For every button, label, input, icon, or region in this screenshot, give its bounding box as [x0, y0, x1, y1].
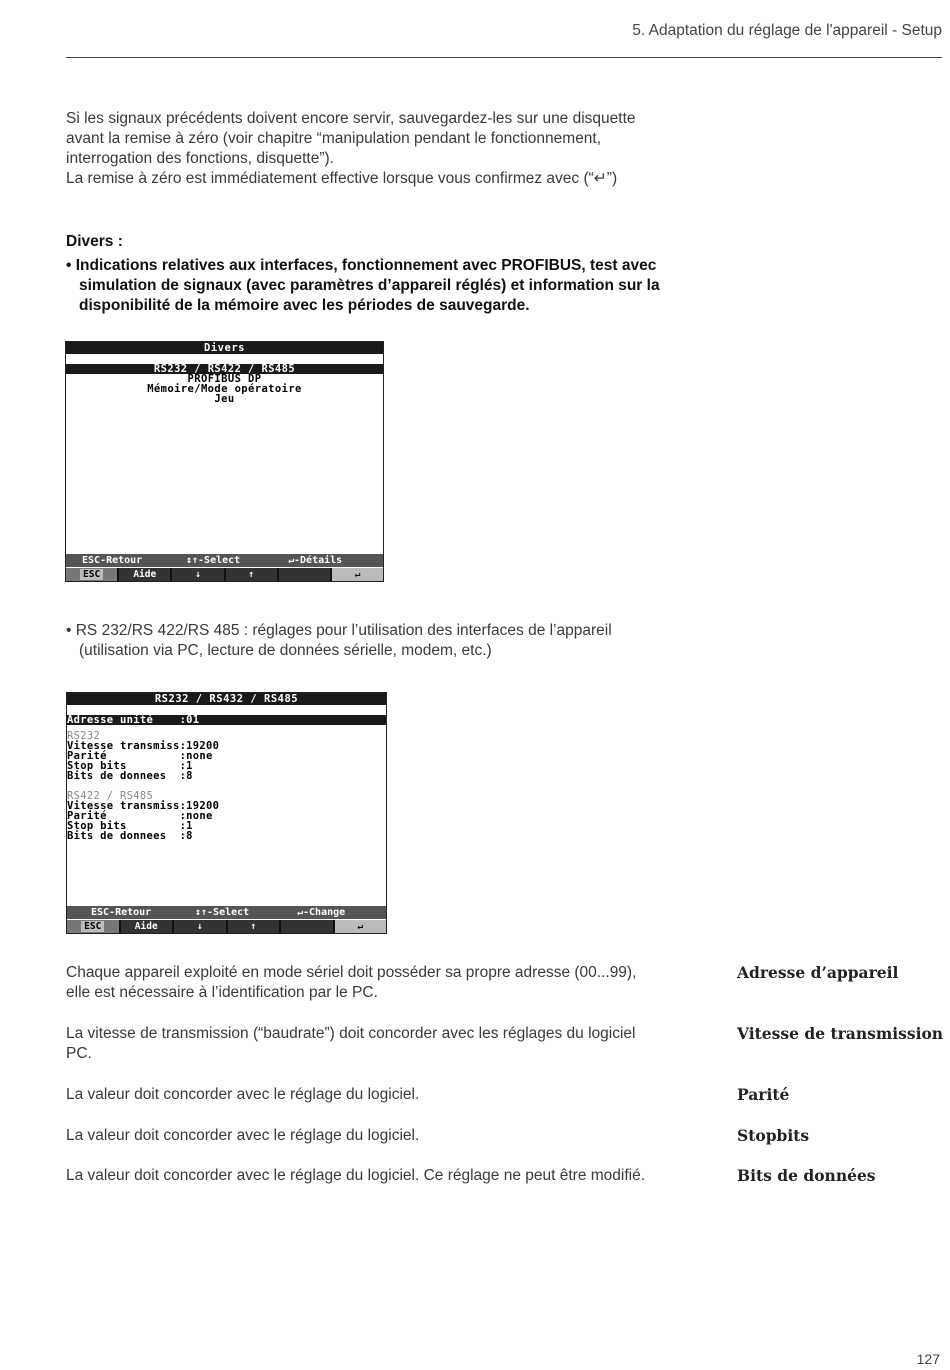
divers-bullet — [66, 256, 660, 316]
desc-line: PC. — [66, 1045, 92, 1062]
change-hint: ↵-Change — [297, 907, 346, 918]
down-arrow-icon[interactable]: ↓ — [172, 568, 225, 581]
desc-databits — [66, 1166, 645, 1186]
intro-line: La remise à zéro est immédiatement effective lorsque vous confirmez avec (“↵”) — [66, 170, 618, 187]
up-arrow-icon[interactable]: ↑ — [226, 568, 279, 581]
baud-row[interactable]: Vitesse transmiss:19200 — [67, 740, 220, 752]
screen-title: Divers — [66, 342, 383, 354]
select-hint: ↕↑-Select — [195, 907, 250, 918]
esc-key[interactable]: ESC — [66, 568, 119, 581]
menu-item-profibus[interactable]: PROFIBUS DP — [187, 373, 262, 385]
page-number: 127 — [916, 1351, 940, 1367]
intro-line: Si les signaux précédents doivent encore servir, sauvegardez-les sur une disquette — [66, 110, 636, 127]
up-arrow-icon[interactable]: ↑ — [228, 920, 282, 933]
parity-row[interactable]: Parité :none — [67, 810, 213, 822]
menu-item-jeu[interactable]: Jeu — [214, 393, 235, 405]
address-row[interactable]: Adresse unité :01 — [67, 715, 386, 725]
intro-paragraph — [66, 109, 636, 189]
blank-key[interactable] — [281, 920, 335, 933]
blank-key[interactable] — [279, 568, 332, 581]
desc-baudrate — [66, 1024, 635, 1064]
stopbits-row[interactable]: Stop bits :1 — [67, 820, 193, 832]
esc-key[interactable]: ESC — [67, 920, 121, 933]
desc-parity — [66, 1085, 419, 1105]
menu-item-rs232[interactable]: RS232 / RS422 / RS485 — [66, 364, 383, 374]
divers-screen — [65, 341, 384, 582]
chapter-header: 5. Adaptation du réglage de l'appareil - Setup — [632, 22, 942, 39]
down-arrow-icon[interactable]: ↓ — [174, 920, 228, 933]
rs232-group-label: RS232 — [67, 730, 101, 742]
details-hint: ↵-Détails — [288, 555, 343, 566]
label-parity: Parité — [737, 1085, 790, 1104]
databits-row[interactable]: Bits de donnees :8 — [67, 770, 193, 782]
select-hint: ↕↑-Select — [186, 555, 241, 566]
header-rule — [66, 57, 942, 58]
menu-item-memoire[interactable]: Mémoire/Mode opératoire — [147, 383, 302, 395]
rs-settings-screen — [66, 692, 387, 934]
stopbits-row[interactable]: Stop bits :1 — [67, 760, 193, 772]
enter-icon[interactable]: ↵ — [332, 568, 383, 581]
desc-stopbits — [66, 1126, 419, 1146]
parity-row[interactable]: Parité :none — [67, 750, 213, 762]
baud-row[interactable]: Vitesse transmiss:19200 — [67, 800, 220, 812]
rs-bullet — [66, 621, 612, 661]
rs-bullet-line: • RS 232/RS 422/RS 485 : réglages pour l’utilisation des interfaces de l’appareil — [66, 622, 612, 639]
esc-hint: ESC-Retour — [82, 555, 143, 566]
label-stopbits: Stopbits — [737, 1126, 810, 1145]
softkey-bar — [67, 920, 386, 933]
screen-footer-hints — [67, 906, 386, 919]
screen-title: RS232 / RS432 / RS485 — [67, 693, 386, 705]
esc-hint: ESC-Retour — [91, 907, 152, 918]
databits-row[interactable]: Bits de donnees :8 — [67, 830, 193, 842]
help-key[interactable]: Aide — [119, 568, 172, 581]
intro-line: avant la remise à zéro (voir chapitre “manipulation pendant le fonctionnement, — [66, 130, 602, 147]
help-key[interactable]: Aide — [121, 920, 175, 933]
desc-line: La valeur doit concorder avec le réglage du logiciel. — [66, 1086, 420, 1103]
label-baudrate: Vitesse de transmission — [737, 1024, 944, 1043]
label-address: Adresse d’appareil — [737, 963, 899, 982]
desc-line: Chaque appareil exploité en mode sériel doit posséder sa propre adresse (00...99), — [66, 964, 637, 981]
divers-bullet-line: • Indications relatives aux interfaces, fonctionnement avec PROFIBUS, test avec — [66, 257, 657, 274]
desc-address — [66, 963, 636, 1003]
desc-line: La vitesse de transmission (“baudrate”) doit concorder avec les réglages du logiciel — [66, 1025, 636, 1042]
divers-bullet-line: simulation de signaux (avec paramètres d’appareil réglés) et information sur la — [79, 277, 660, 294]
divers-bullet-line: disponibilité de la mémoire avec les périodes de sauvegarde. — [79, 297, 530, 314]
rs-bullet-line: (utilisation via PC, lecture de données sérielle, modem, etc.) — [79, 642, 492, 659]
desc-line: La valeur doit concorder avec le réglage du logiciel. — [66, 1127, 420, 1144]
desc-line: elle est nécessaire à l’identification par le PC. — [66, 984, 378, 1001]
screen-footer-hints — [66, 554, 383, 567]
desc-line: La valeur doit concorder avec le réglage du logiciel. Ce réglage ne peut être modifié. — [66, 1167, 646, 1184]
intro-line: interrogation des fonctions, disquette”). — [66, 150, 334, 167]
label-databits: Bits de données — [737, 1166, 876, 1185]
softkey-bar — [66, 568, 383, 581]
enter-icon[interactable]: ↵ — [335, 920, 387, 933]
divers-heading: Divers : — [66, 233, 123, 250]
rs422-group-label: RS422 / RS485 — [67, 790, 154, 802]
